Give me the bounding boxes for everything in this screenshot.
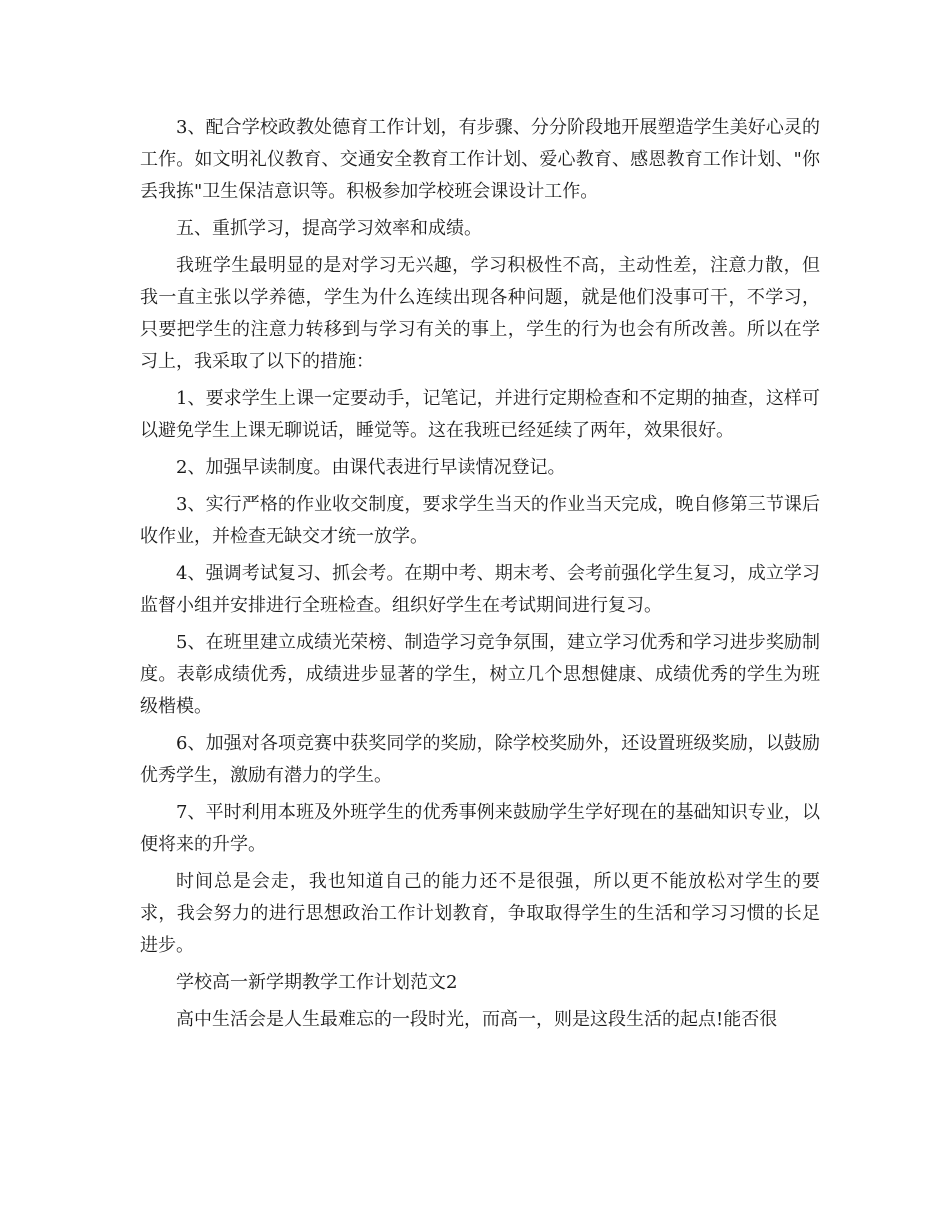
paragraph-measure-4: 4、强调考试复习、抓会考。在期中考、期末考、会考前强化学生复习，成立学习监督小组并安排进行全班检查。组织好学生在考试期间进行复习。 (140, 563, 820, 616)
paragraph-section-heading: 五、重抓学习，提高学习效率和成绩。 (176, 218, 482, 239)
paragraph-measure-7: 7、平时利用本班及外班学生的优秀事例来鼓励学生学好现在的基础知识专业，以便将来的升学。 (140, 802, 820, 855)
paragraph-measure-1: 1、要求学生上课一定要动手，记笔记，并进行定期检查和不定期的抽查，这样可以避免学生上课无聊说话，睡觉等。这在我班已经延续了两年，效果很好。 (140, 388, 820, 441)
paragraph-measure-2: 2、加强早读制度。由课代表进行早读情况登记。 (176, 457, 566, 478)
paragraph-study-intro: 我班学生最明显的是对学习无兴趣，学习积极性不高，主动性差，注意力散，但我一直主张以学养德，学生为什么连续出现各种问题，就是他们没事可干，不学习，只要把学生的注意力转移到与学习有关的事上，学生的行为也会有所改善。所以在学习上，我采取了以下的措施： (140, 255, 820, 372)
paragraph-measure-6: 6、加强对各项竞赛中获奖同学的奖励，除学校奖励外，还设置班级奖励，以鼓励优秀学生，激励有潜力的学生。 (140, 733, 820, 786)
paragraph-sample-start: 高中生活会是人生最难忘的一段时光，而高一，则是这段生活的起点!能否很 (176, 1009, 778, 1030)
paragraph-measure-3: 3、实行严格的作业收交制度，要求学生当天的作业当天完成，晚自修第三节课后收作业，并检查无缺交才统一放学。 (140, 494, 820, 547)
paragraph-measure-5: 5、在班里建立成绩光荣榜、制造学习竞争氛围，建立学习优秀和学习进步奖励制度。表彰成绩优秀，成绩进步显著的学生，树立几个思想健康、成绩优秀的学生为班级楷模。 (140, 632, 820, 717)
paragraph-sample-title: 学校高一新学期教学工作计划范文2 (176, 972, 458, 993)
paragraph-moral-education: 3、配合学校政教处德育工作计划，有步骤、分分阶段地开展塑造学生美好心灵的工作。如文明礼仪教育、交通安全教育工作计划、爱心教育、感恩教育工作计划、"你丢我拣"卫生保洁意识等。积极参加学校班会课设计工作。 (140, 117, 820, 202)
paragraph-conclusion: 时间总是会走，我也知道自己的能力还不是很强，所以更不能放松对学生的要求，我会努力的进行思想政治工作计划教育，争取取得学生的生活和学习习惯的长足进步。 (140, 871, 820, 956)
document-body (140, 112, 820, 1041)
